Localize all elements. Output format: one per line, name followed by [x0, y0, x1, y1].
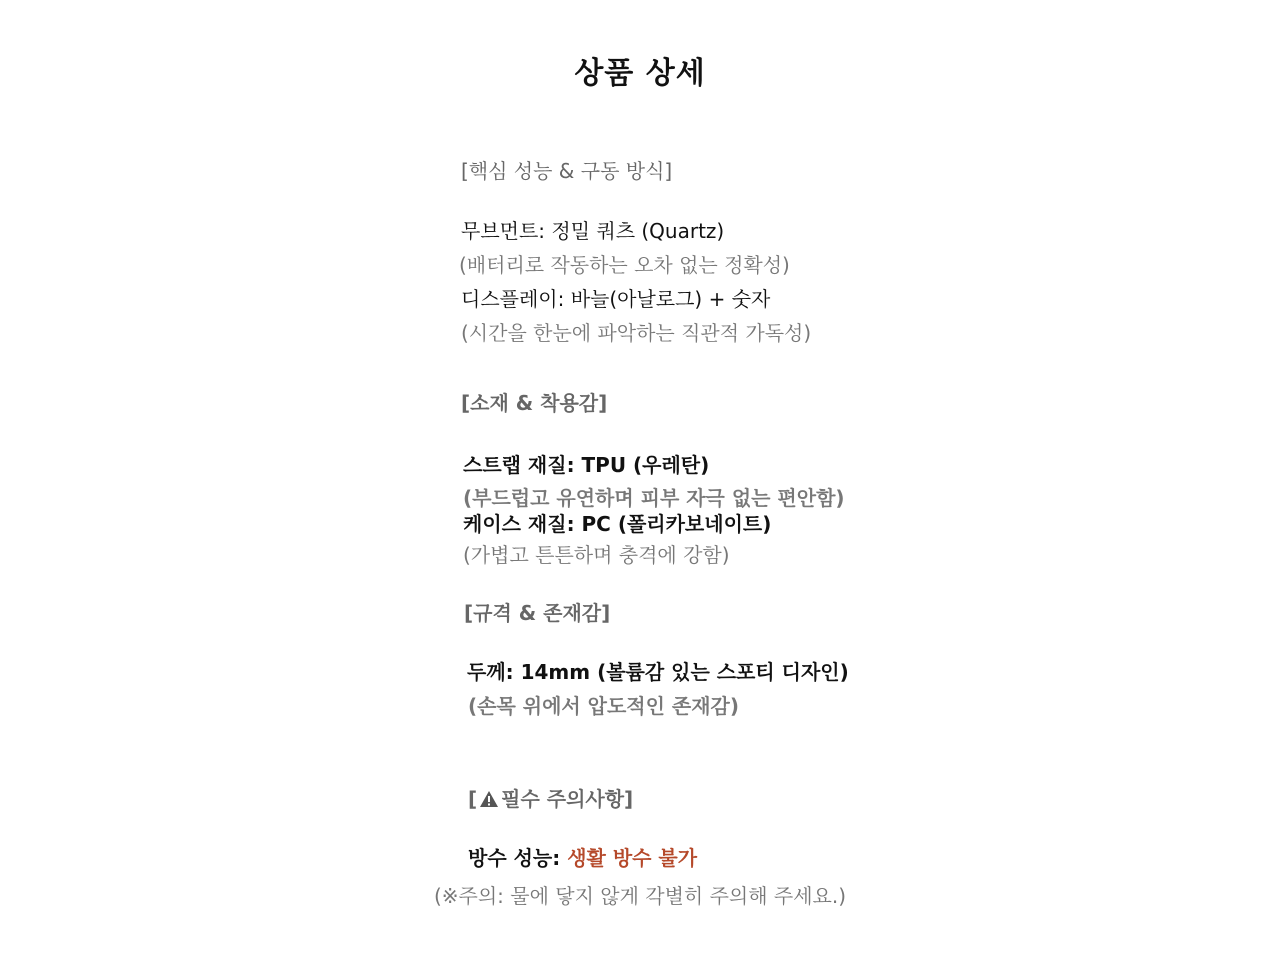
section-heading-performance: [핵심 성능 & 구동 방식]	[461, 159, 673, 183]
waterproof-label: 방수 성능:	[468, 846, 568, 870]
spec-case-note: (가볍고 튼튼하며 충격에 강함)	[463, 543, 730, 567]
spec-thickness-note: (손목 위에서 압도적인 존재감)	[468, 694, 740, 718]
spec-strap-note: (부드럽고 유연하며 피부 자극 없는 편안함)	[463, 486, 845, 510]
spec-thickness-label: 두께: 14mm (볼륨감 있는 스포티 디자인)	[467, 660, 849, 684]
caution-heading-text: 필수 주의사항]	[501, 787, 634, 811]
spec-case-label: 케이스 재질: PC (폴리카보네이트)	[463, 512, 772, 536]
caution-bracket: [	[468, 787, 478, 811]
page-title: 상품 상세	[574, 56, 706, 91]
section-heading-material: [소재 & 착용감]	[461, 391, 608, 415]
spec-waterproof	[468, 845, 697, 871]
section-heading-caution	[468, 786, 633, 812]
waterproof-value: 생활 방수 불가	[567, 846, 698, 870]
spec-movement-note: (배터리로 작동하는 오차 없는 정확성)	[459, 253, 790, 277]
spec-strap-label: 스트랩 재질: TPU (우레탄)	[463, 453, 710, 477]
warning-triangle-icon	[479, 790, 499, 808]
caution-note: (※주의: 물에 닿지 않게 각별히 주의해 주세요.)	[433, 884, 847, 908]
spec-movement-label: 무브먼트: 정밀 쿼츠 (Quartz)	[461, 219, 725, 243]
spec-display-label: 디스플레이: 바늘(아날로그) + 숫자	[461, 287, 771, 311]
section-heading-size: [규격 & 존재감]	[464, 601, 611, 625]
spec-display-note: (시간을 한눈에 파악하는 직관적 가독성)	[461, 321, 812, 345]
